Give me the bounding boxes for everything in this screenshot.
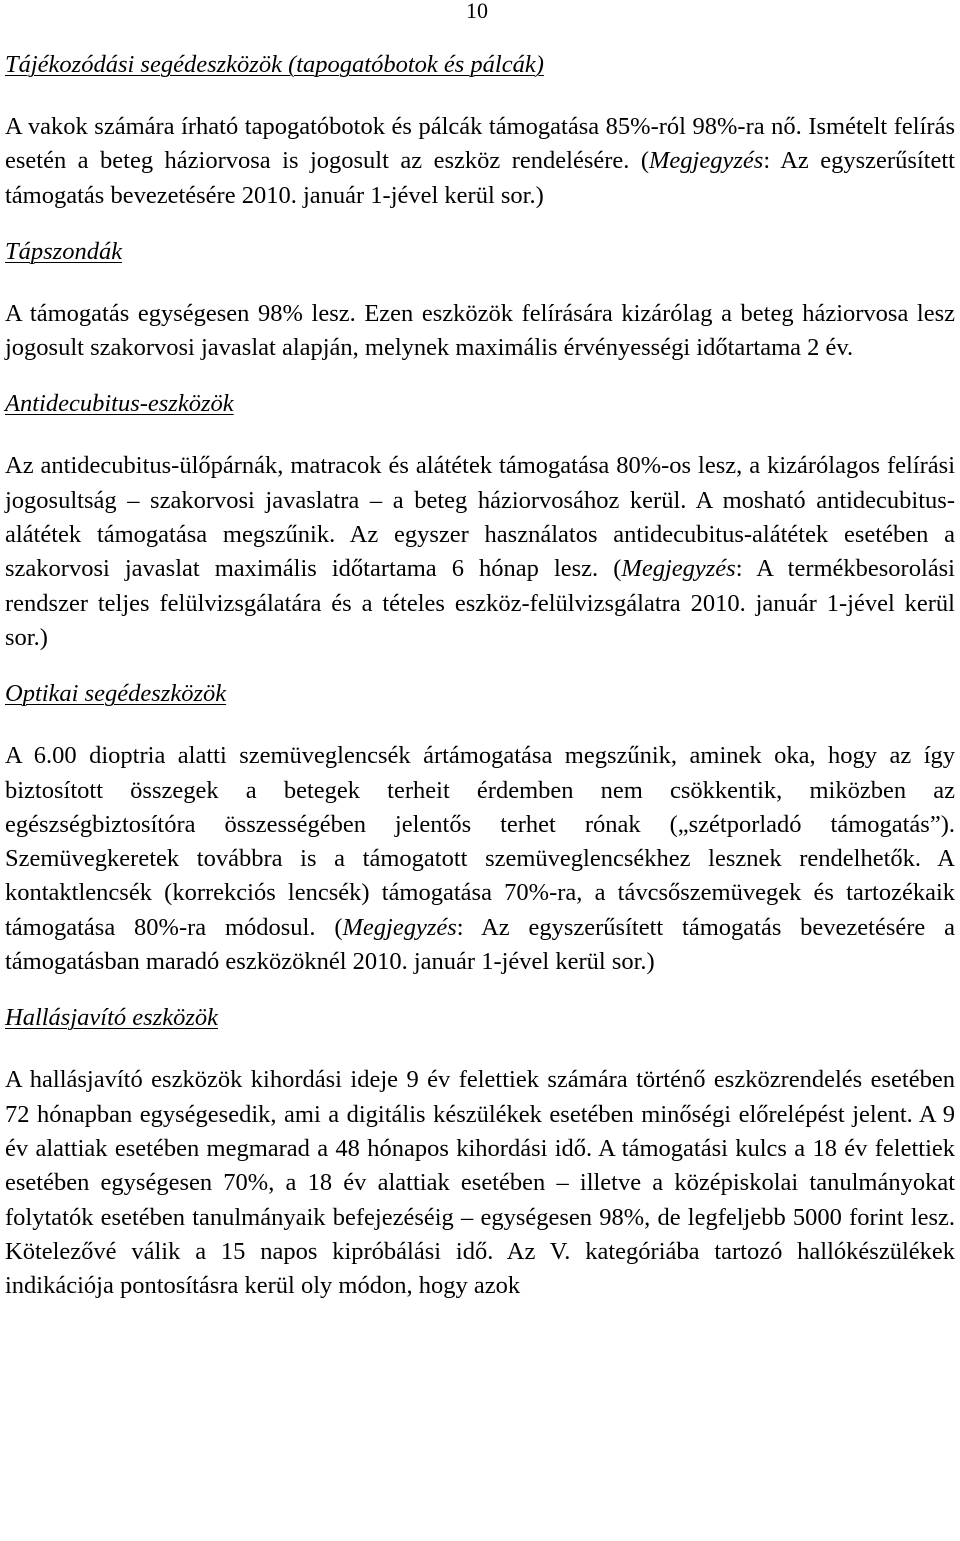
note-label: Megjegyzés (342, 913, 457, 941)
page-number: 10 (466, 0, 488, 23)
section-heading-orientation-aids: Tájékozódási segédeszközök (tapogatóbotok és pálcák) (5, 51, 544, 78)
paragraph-text: A vakok számára írható tapogatóbotok és pálcák támogatása 85%-ról 98%-ra nő. Ismételt felírás esetén a beteg háziorvosa is jogosult az eszköz rendelésére. ( (5, 113, 955, 175)
paragraph-hearing-aids (5, 1063, 955, 1303)
paragraph-optical-aids (5, 739, 955, 979)
paragraph-text: A támogatás egységesen 98% lesz. Ezen eszközök felírására kizárólag a beteg háziorvosa lesz jogosult szakorvosi javaslat alapján, melynek maximális érvényességi időtartama 2 év. (5, 299, 955, 362)
section-heading-antidecubitus: Antidecubitus-eszközök (5, 390, 234, 418)
paragraph-antidecubitus (5, 449, 955, 655)
section-heading-hearing-aids: Hallásjavító eszközök (5, 1004, 218, 1032)
paragraph-orientation-aids (5, 110, 955, 213)
section-heading-feeding-tubes: Tápszondák (5, 237, 123, 265)
paragraph-text-end: : A termékbesorolási rendszer teljes felülvizsgálatára és a tételes eszköz-felülvizsgálatra 2010. január 1-jével kerül sor.) (5, 555, 955, 651)
section-heading-optical-aids: Optikai segédeszközök (5, 680, 227, 708)
paragraph-text: A 6.00 dioptria alatti szemüveglencsék ártámogatása megszűnik, aminek oka, hogy az így biztosított összegek a betegek terheit érdemben nem csökkentik, miközben az egészségbiztosítóra összességében jelentős terhet rónak („szétporladó támogatás”). Szemüvegkeretek továbbra is a támogatott szemüveglencsékhez lesznek rendelhetők. A kontaktlencsék (korrekciós lencsék) támogatása 70%-ra, a távcsőszemüvegek és tartozékaik támogatása 80%-ra módosul. ( (5, 742, 955, 941)
document-body (5, 48, 955, 1303)
paragraph-text: Az antidecubitus-ülőpárnák, matracok és alátétek támogatása 80%-os lesz, a kizárólagos felírási jogosultság – szakorvosi javaslatra – a beteg háziorvosához kerül. A mosható antidecubitus-alátétek támogatása megszűnik. Az egyszer használatos antidecubitus-alátétek esetében a szakorvosi javaslat maximális időtartama 6 hónap lesz. ( (5, 452, 955, 583)
paragraph-text-end: : Az egyszerűsített támogatás bevezetésére a támogatásban maradó eszközöknél 2010. január 1-jével kerül sor.) (5, 913, 956, 976)
note-label: Megjegyzés (621, 555, 736, 583)
paragraph-text: A hallásjavító eszközök kihordási ideje 9 év felettiek számára történő eszközrendelés esetében 72 hónapban egységesedik, ami a digitális készülékek esetében minőségi előrelépést jelent. A 9 év alattiak esetében megmarad a 48 hónapos kihordási idő. A támogatási kulcs a 18 év felettiek esetében egységesen 70%, a 18 év alattiak esetében – illetve a középiskolai tanulmányokat folytatók esetében tanulmányaik befejezéséig – egységesen 98%, de legfeljebb 5000 forint lesz. Kötelezővé válik a 15 napos kipróbálási idő. Az V. kategóriába tartozó hallókészülékek indikációja pontosításra kerül oly módon, hogy azok (5, 1066, 955, 1300)
paragraph-text-end: : Az egyszerűsített támogatás bevezetésére 2010. január 1-jével kerül sor.) (5, 147, 955, 209)
note-label: Megjegyzés (649, 147, 764, 175)
paragraph-feeding-tubes (5, 297, 955, 366)
